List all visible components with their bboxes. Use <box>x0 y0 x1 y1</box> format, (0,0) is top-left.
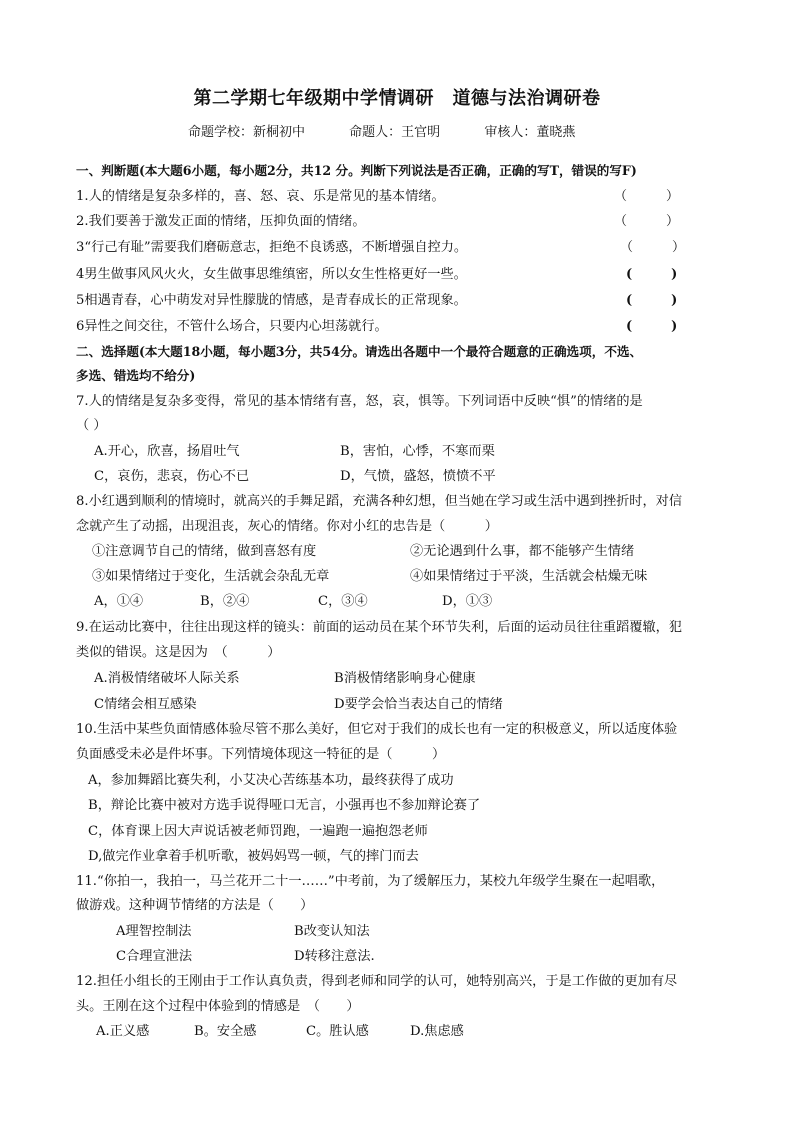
judge-item-1: 1.人的情绪是复杂多样的，喜、怒、哀、乐是常见的基本情绪。 <box>76 189 445 204</box>
page-title: 第二学期七年级期中学情调研 道德与法治调研卷 <box>193 88 601 109</box>
q8-option-b: B，②④ <box>200 594 250 609</box>
q11-option-d: D转移注意法. <box>294 949 375 964</box>
section2-heading-line2: 多选、错选均不给分) <box>76 368 196 383</box>
answer-blank-1: （ ） <box>614 189 680 204</box>
q12-option-c: C。胜认感 <box>306 1024 369 1039</box>
q12-option-a: A.正义感 <box>96 1024 150 1039</box>
judge-item-4: 4男生做事风风火火，女生做事思维缜密，所以女生性格更好一些。 <box>76 267 467 282</box>
q10-option-c: C，体育课上因大声说话被老师罚跑，一遍跑一遍抱怨老师 <box>88 824 428 839</box>
q8-stem-line2: 念就产生了动摇，出现沮丧，灰心的情绪。你对小红的忠告是（ ） <box>76 519 498 534</box>
answer-blank-3: （ ） <box>620 240 686 255</box>
q12-stem-line1: 12.担任小组长的王刚由于工作认真负责，得到老师和同学的认可，她特别高兴，于是工作做的更加有尽 <box>76 974 678 989</box>
q7-stem-line2: （ ） <box>76 418 107 433</box>
school-label: 命题学校：新桐初中 <box>188 125 306 140</box>
section2-heading-line1: 二、选择题(本大题18小题，每小题3分，共54分。请选出各题中一个最符合题意的正确选项，不选、 <box>76 344 643 359</box>
judge-item-2: 2.我们要善于激发正面的情绪，压抑负面的情绪。 <box>76 214 366 229</box>
q8-option-a: A，①④ <box>94 594 144 609</box>
q12-option-b: B。安全感 <box>194 1024 257 1039</box>
q11-option-b: B改变认知法 <box>294 924 370 939</box>
section1-heading: 一、判断题(本大题6小题，每小题2分，共12 分。判断下列说法是否正确，正确的写T，错误的写F) <box>76 163 637 178</box>
q10-option-d: D,做完作业拿着手机听歌，被妈妈骂一顿，气的摔门而去 <box>88 849 419 864</box>
q9-option-d: D要学会恰当表达自己的情绪 <box>334 697 503 712</box>
q7-stem-line1: 7.人的情绪是复杂多变得，常见的基本情绪有喜，怒，哀，惧等。下列词语中反映“惧”的情绪的是 <box>76 394 643 409</box>
q10-option-b: B，辩论比赛中被对方选手说得哑口无言，小强再也不参加辩论赛了 <box>88 798 481 813</box>
q8-statement-4: ④如果情绪过于平淡，生活就会枯燥无味 <box>410 569 648 584</box>
q7-option-b: B，害怕，心悸，不寒而栗 <box>340 444 495 459</box>
q8-statement-1: ①注意调节自己的情绪，做到喜怒有度 <box>92 544 317 559</box>
q10-stem-line2: 负面感受未必是件坏事。下列情境体现这一特征的是（ ） <box>76 747 446 762</box>
q7-option-c: C，哀伤，悲哀，伤心不已 <box>94 469 250 484</box>
q9-option-b: B消极情绪影响身心健康 <box>334 671 476 686</box>
q12-stem-line2: 头。王刚在这个过程中体验到的情感是 （ ） <box>76 999 360 1014</box>
q11-stem-line2: 做游戏。这种调节情绪的方法是（ ） <box>76 898 314 913</box>
q10-stem-line1: 10.生活中某些负面情感体验尽管不那么美好，但它对于我们的成长也有一定的积极意义，所以适度体验 <box>76 722 678 737</box>
q7-option-a: A.开心，欣喜，扬眉吐气 <box>94 444 240 459</box>
q9-stem-line2: 类似的错误。这是因为 （ ） <box>76 645 281 660</box>
q11-option-c: C合理宣泄法 <box>116 949 193 964</box>
q11-stem-line1: 11.“你拍一，我拍一，马兰花开二十一……”中考前，为了缓解压力，某校九年级学生聚在一起唱歌， <box>76 874 665 889</box>
judge-item-6: 6异性之间交往，不管什么场合，只要内心坦荡就行。 <box>76 319 388 334</box>
judge-item-3: 3“行己有耻”需要我们磨砺意志，拒绝不良诱惑，不断增强自控力。 <box>76 240 468 255</box>
answer-blank-2: （ ） <box>614 214 680 229</box>
answer-blank-4: ( ) <box>626 267 678 282</box>
q11-option-a: A理智控制法 <box>116 924 192 939</box>
q8-statement-2: ②无论遇到什么事，都不能够产生情绪 <box>410 544 635 559</box>
q9-option-a: A.消极情绪破坏人际关系 <box>94 671 240 686</box>
exam-meta <box>188 121 615 140</box>
q9-stem-line1: 9.在运动比赛中，往往出现这样的镜头：前面的运动员在某个环节失利，后面的运动员往往重蹈覆辙，犯 <box>76 620 683 635</box>
q9-option-c: C情绪会相互感染 <box>94 697 197 712</box>
q8-statement-3: ③如果情绪过于变化，生活就会杂乱无章 <box>92 569 330 584</box>
reviewer-label: 审核人：董晓燕 <box>484 125 576 140</box>
q8-option-c: C，③④ <box>318 594 368 609</box>
author-label: 命题人：王官明 <box>349 125 441 140</box>
answer-blank-6: ( ) <box>626 319 678 334</box>
q12-option-d: D.焦虑感 <box>410 1024 464 1039</box>
q8-stem-line1: 8.小红遇到顺利的情境时，就高兴的手舞足蹈，充满各种幻想，但当她在学习或生活中遇到挫折时，对信 <box>76 494 683 509</box>
q8-option-d: D，①③ <box>442 594 493 609</box>
answer-blank-5: ( ) <box>626 293 678 308</box>
judge-item-5: 5相遇青春，心中萌发对异性朦胧的情感，是青春成长的正常现象。 <box>76 293 467 308</box>
q7-option-d: D，气愤，盛怒，愤愤不平 <box>340 469 496 484</box>
q10-option-a: A，参加舞蹈比赛失利，小艾决心苦练基本功，最终获得了成功 <box>88 773 454 788</box>
